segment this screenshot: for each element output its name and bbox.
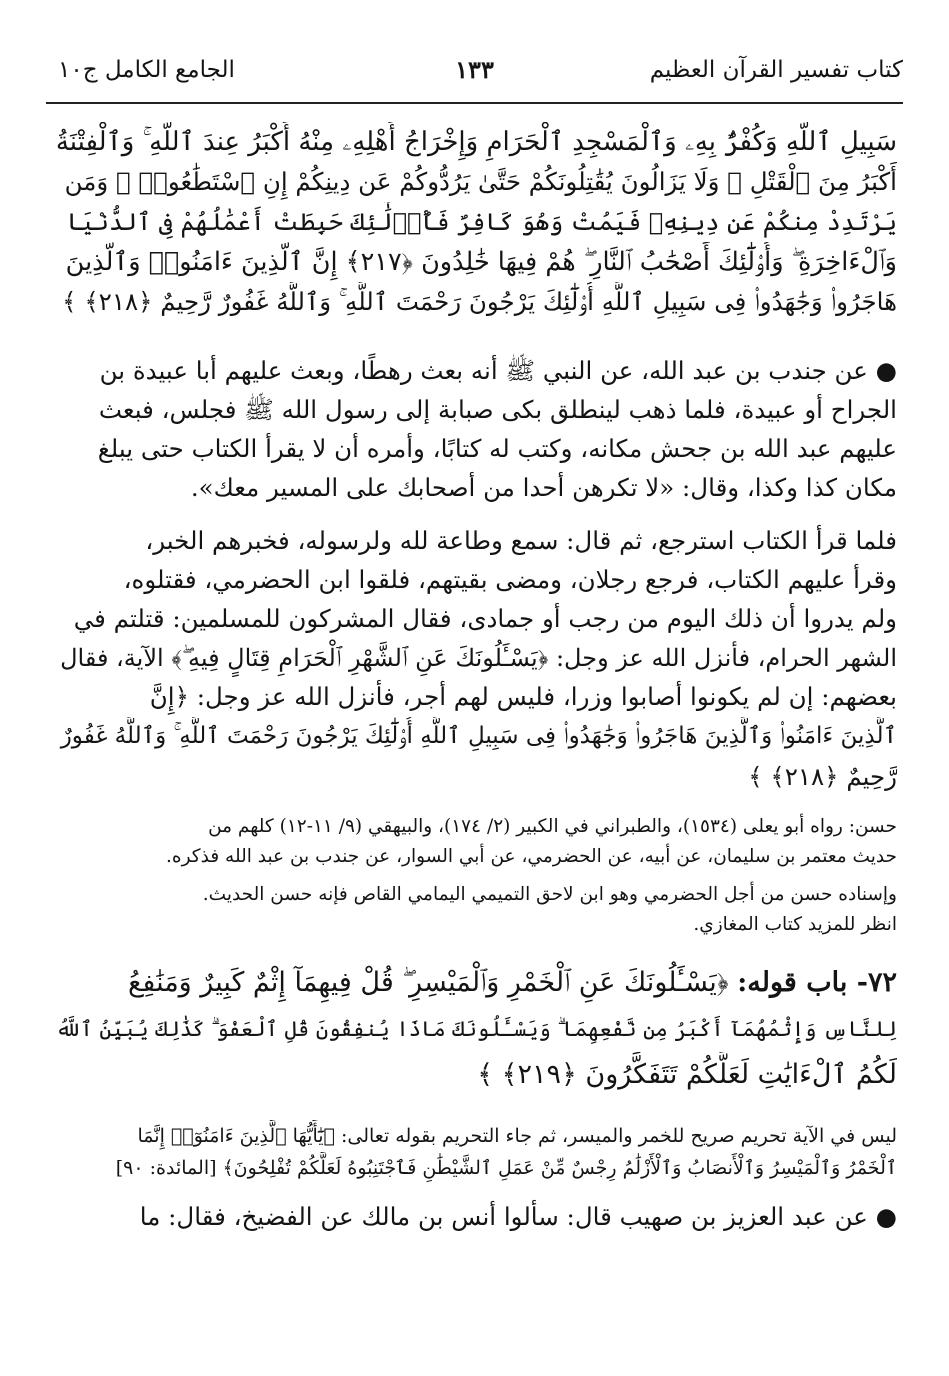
chapter-verse: ﴿يَسْـَٔلُونَكَ عَنِ ٱلْخَمْرِ وَٱلْمَيْسِرِ ۖ قُلْ فِيهِمَآ إِثْمٌ كَبِيرٌ وَمَنَٰفِعُ [128,967,729,998]
verse-line: وَٱلْءَاخِرَةِ ۖ وَأُو۟لَٰٓئِكَ أَصْحَٰبُ ٱلنَّارِ ۖ هُمْ فِيهَا خَٰلِدُونَ ﴿٢١٧﴾ إِنَّ ٱلَّذِينَ ءَامَنُوا۟ وَٱلَّذِينَ [65,247,897,277]
paragraph-line: بعضهم: إن لم يكونوا أصابوا وزرا، فليس لهم أجر، فأنزل الله عز وجل: ﴿إِنَّ [149,682,897,711]
paragraph-line: الجراح أو عبيدة، فلما ذهب لينطلق بكى صبابة إلى رسول الله ﷺ فجلس، فبعث [98,395,897,424]
note-line: حديث معتمر بن سليمان، عن أبيه، عن الحضرمي، عن أبي السوار، عن جندب بن عبد الله فذكره. [166,846,897,867]
note-line: انظر للمزيد كتاب المغازي. [693,914,897,935]
running-header-book-title: كتاب تفسير القرآن العظيم [649,57,903,83]
verse-line: يَرْتَدِدْ مِنكُمْ عَن دِينِهِۦ فَيَمُتْ وَهُوَ كَافِرٌ فَأُو۟لَٰٓئِكَ حَبِطَتْ أَعْمَٰلُهُمْ فِى ٱلدُّنْيَا [66,208,897,236]
paragraph-line: ولم يدروا أن ذلك اليوم من رجب أو جمادى، فقال المشركون للمسلمين: قتلتم في [73,604,897,633]
paragraph-line: ● عن جندب بن عبد الله، عن النبي ﷺ أنه بعث رهطًا، وبعث عليهم أبا عبيدة بن [99,356,897,385]
running-header-volume: الجامع الكامل ج١٠ [58,57,235,83]
chapter-verse-line: لَكُمُ ٱلْءَايَٰتِ لَعَلَّكُمْ تَتَفَكَّرُونَ ﴿٢١٩﴾ ﴾ [477,1059,897,1090]
note-line: ليس في الآية تحريم صريح للخمر والميسر، ثم جاء التحريم بقوله تعالى: ﴿يَٰٓأَيُّهَا ٱلَّذِينَ ءَامَنُوٓا۟ إِنَّمَا [137,1125,897,1147]
verse-line: هَاجَرُوا۟ وَجَٰهَدُوا۟ فِى سَبِيلِ ٱللَّهِ أُو۟لَٰٓئِكَ يَرْجُونَ رَحْمَتَ ٱللَّهِ ۚ وَٱللَّهُ غَفُورٌ رَّحِيمٌ ﴿٢١٨﴾ ﴾ [62,287,897,316]
paragraph-line: مكان كذا وكذا، وقال: «لا تكرهن أحدا من أصحابك على المسير معك». [190,473,897,502]
chapter-label: ٧٢- باب قوله: [737,967,897,998]
header-divider [46,102,903,104]
paragraph-line: وقرأ عليهم الكتاب، فرجع رجلان، ومضى بقيتهم، فلقوا ابن الحضرمي، فقتلوه، [123,565,897,594]
hadith-opening-line: ● عن عبد العزيز بن صهيب قال: سألوا أنس بن مالك عن الفضيخ، فقال: ما [139,1202,897,1231]
verse-line: أَكْبَرُ مِنَ ٱلْقَتْلِ ۗ وَلَا يَزَالُونَ يُقَٰتِلُونَكُمْ حَتَّىٰ يَرُدُّوكُمْ عَن دِينِكُمْ إِنِ ٱسْتَطَٰعُوا۟ ۚ وَمَن [64,167,897,196]
note-line: حسن: رواه أبو يعلى (١٥٣٤)، والطبراني في الكبير (٢/ ١٧٤)، والبيهقي (٩/ ١١-١٢) كلهم من [208,816,897,837]
note-line: وإسناده حسن من أجل الحضرمي وهو ابن لاحق التميمي اليمامي القاص فإنه حسن الحديث. [202,884,897,905]
paragraph-line: الشهر الحرام، فأنزل الله عز وجل: ﴿يَسْـَٔلُونَكَ عَنِ ٱلشَّهْرِ ٱلْحَرَامِ قِتَالٍ فِيهِ ۖ﴾ الآية، فقال [60,644,897,672]
chapter-verse-line: لِلنَّاسِ وَإِثْمُهُمَآ أَكْبَرُ مِن نَّفْعِهِمَا ۗ وَيَسْـَٔلُونَكَ مَاذَا يُنفِقُونَ قُلِ ٱلْعَفْوَ ۗ كَذَٰلِكَ يُبَيِّنُ ٱللَّهُ [55,1017,897,1041]
paragraph-line: عليهم عبد الله بن جحش مكانه، وكتب له كتابًا، وأمره أن لا يقرأ الكتاب حتى يبلغ [97,434,897,463]
chapter-heading-line [52,960,897,1006]
verse-line: سَبِيلِ ٱللَّهِ وَكُفْرٌۢ بِهِۦ وَٱلْمَسْجِدِ ٱلْحَرَامِ وَإِخْرَاجُ أَهْلِهِۦ مِنْهُ أَكْبَرُ عِندَ ٱللَّهِ ۚ وَٱلْفِتْنَةُ [55,127,897,157]
page-number: ١٣٣ [455,55,494,84]
paragraph-line: ٱلَّذِينَ ءَامَنُوا۟ وَٱلَّذِينَ هَاجَرُوا۟ وَجَٰهَدُوا۟ فِى سَبِيلِ ٱللَّهِ أُو۟لَٰٓئِكَ يَرْجُونَ رَحْمَتَ ٱللَّهِ ۚ وَٱللَّهُ غَفُورٌ [60,723,897,749]
note-line: ٱلْخَمْرُ وَٱلْمَيْسِرُ وَٱلْأَنصَابُ وَٱلْأَزْلَٰمُ رِجْسٌ مِّنْ عَمَلِ ٱلشَّيْطَٰنِ فَٱجْتَنِبُوهُ لَعَلَّكُمْ تُفْلِحُونَ﴾ [المائدة: ٩٠] [115,1157,897,1179]
paragraph-line: فلما قرأ الكتاب استرجع، ثم قال: سمع وطاعة لله ولرسوله، فخبرهم الخبر، [145,526,897,555]
paragraph-line: رَّحِيمٌ ﴿٢١٨﴾ ﴾ [748,762,897,791]
